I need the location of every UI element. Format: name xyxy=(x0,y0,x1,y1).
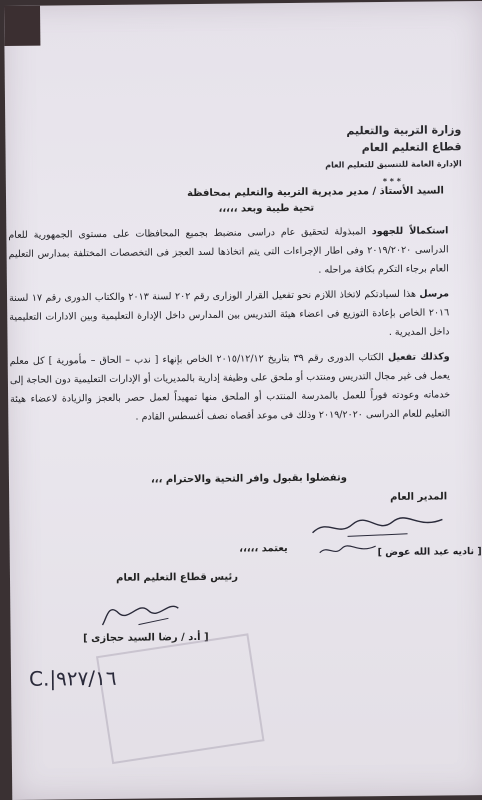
handwritten-mark xyxy=(318,542,378,559)
paragraph-1-text: المبذولة لتحقيق عام دراسى منضبط بجميع المحافظات على مستوى الجمهورية للعام الدراسى ٢٠١٩/٢٠٢٠ وفى اطار الإجراءات التى يتم اتخاذها لسد العجز فى التخصصات المختلفة بمدارس التعليم العام برجاء التكرم بكافة مراحله . xyxy=(8,226,449,276)
director-name: [ ناديه عبد الله عوض ] xyxy=(377,546,482,559)
addressee-line: السيد الأستاذ / مدير مديرية التربية والتعليم بمحافظة xyxy=(186,185,445,200)
approval-label: يعتمد ،،،،، xyxy=(239,543,288,555)
letter-page xyxy=(4,1,482,800)
letter-body xyxy=(8,221,450,434)
paragraph-2-text: هذا لسيادتكم لاتخاذ اللازم نحو تفعيل القرار الوزارى رقم ٢٠٢ لسنة ٢٠١٣ والكتاب الدورى رقم ١٧ لسنة ٢٠١٦ الخاص بإعادة التوزيع فى اعضاء هيئة التدريس بين المدارس داخل الإدارة التعليمية وبين الادارات التعليمية داخل المديرية . xyxy=(9,288,450,338)
faded-stamp xyxy=(96,633,265,764)
addressee-block xyxy=(24,183,444,219)
director-title: المدير العام xyxy=(390,491,448,503)
department-name: الإدارة العامة للتنسيق للتعليم العام xyxy=(325,159,462,170)
handwritten-reference-number xyxy=(25,660,155,693)
greeting: تحية طيبة وبعد ،،،،، xyxy=(218,202,315,215)
sector-head-signature xyxy=(98,598,188,629)
sector-head-name: [ أ.د / رضا السيد حجازى ] xyxy=(83,631,209,645)
header-separator: * * * xyxy=(382,176,401,187)
paragraph-3 xyxy=(10,347,451,428)
paragraph-3-lead: وكذلك تفعيل xyxy=(387,351,450,363)
page-corner-shadow xyxy=(4,6,40,46)
letterhead xyxy=(291,121,462,191)
sector-name: قطاع التعليم العام xyxy=(361,140,462,155)
sector-head-title: رئيس قطاع التعليم العام xyxy=(116,571,239,584)
ministry-name: وزارة التربية والتعليم xyxy=(346,123,462,138)
paragraph-2 xyxy=(9,284,450,346)
closing-line: وتفضلوا بقبول وافر التحية والاحترام ،،، xyxy=(150,472,348,486)
paragraph-1 xyxy=(8,221,449,283)
svg-text:C.|٩٢٧/١٦: C.|٩٢٧/١٦ xyxy=(28,665,117,691)
paragraph-3-text: الكتاب الدورى رقم ٣٩ بتاريخ ٢٠١٥/١٢/١٢ الخاص بإنهاء [ ندب – الحاق – مأمورية ] كل معلم يعمل فى غير مجال التدريس ومنتدب أو ملحق على وظيفة إدارية بالمديريات أو الإدارات التعليمية دون الحاجة إلى خدماته وعودته فوراً للعمل بالمدرسة المنتدب أو الملحق منها تمهيداً لعمل حصر بالعجز والزيادة لاعضاء هيئة التعليم للعام الدراسى ٢٠١٩/٢٠٢٠ وذلك فى موعد أقصاه نصف أغسطس القادم . xyxy=(9,351,451,423)
director-signature xyxy=(307,511,447,542)
paragraph-2-lead: مرسل xyxy=(419,288,450,300)
paragraph-1-lead: استكمالاً للجهود xyxy=(371,225,449,238)
